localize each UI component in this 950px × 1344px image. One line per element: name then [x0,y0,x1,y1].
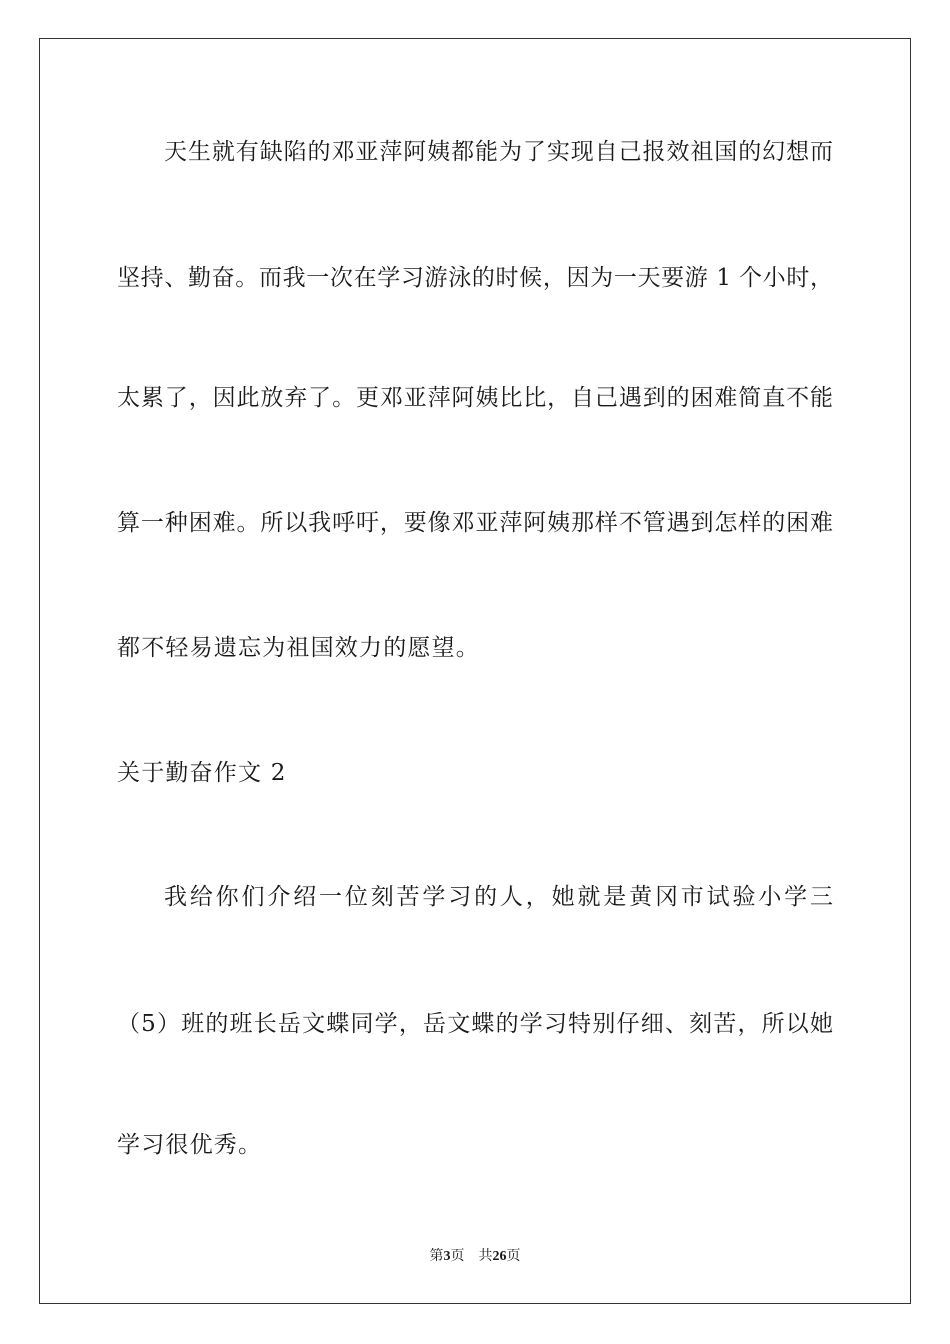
total-prefix: 共 [478,1249,493,1264]
paragraph-line: 学习很优秀。 [117,1132,263,1158]
page-suffix: 页 [450,1249,465,1264]
page-number: 3 [443,1249,451,1264]
paragraph-line: 天生就有缺陷的邓亚萍阿姨都能为了实现自己报效祖国的幻想而 [164,139,833,165]
paragraph-line: 我给你们介绍一位刻苦学习的人，她就是黄冈市试验小学三 [164,884,833,910]
paragraph-line: 坚持、勤奋。而我一次在学习游泳的时候，因为一天要游 1 个小时， [117,265,833,291]
total-suffix: 页 [506,1249,521,1264]
page-prefix: 第 [429,1249,444,1264]
total-pages: 26 [492,1249,507,1264]
page-footer [0,1248,950,1266]
section-heading: 关于勤奋作文 2 [117,760,287,786]
paragraph-line: 太累了，因此放弃了。更邓亚萍阿姨比比，自己遇到的困难简直不能 [117,385,833,411]
paragraph-line: 算一种困难。所以我呼吁，要像邓亚萍阿姨那样不管遇到怎样的困难 [117,510,833,536]
paragraph-line: 都不轻易遗忘为祖国效力的愿望。 [117,635,480,661]
page-border [39,38,911,1304]
paragraph-line: （5）班的班长岳文蝶同学，岳文蝶的学习特别仔细、刻苦，所以她 [117,1011,833,1037]
